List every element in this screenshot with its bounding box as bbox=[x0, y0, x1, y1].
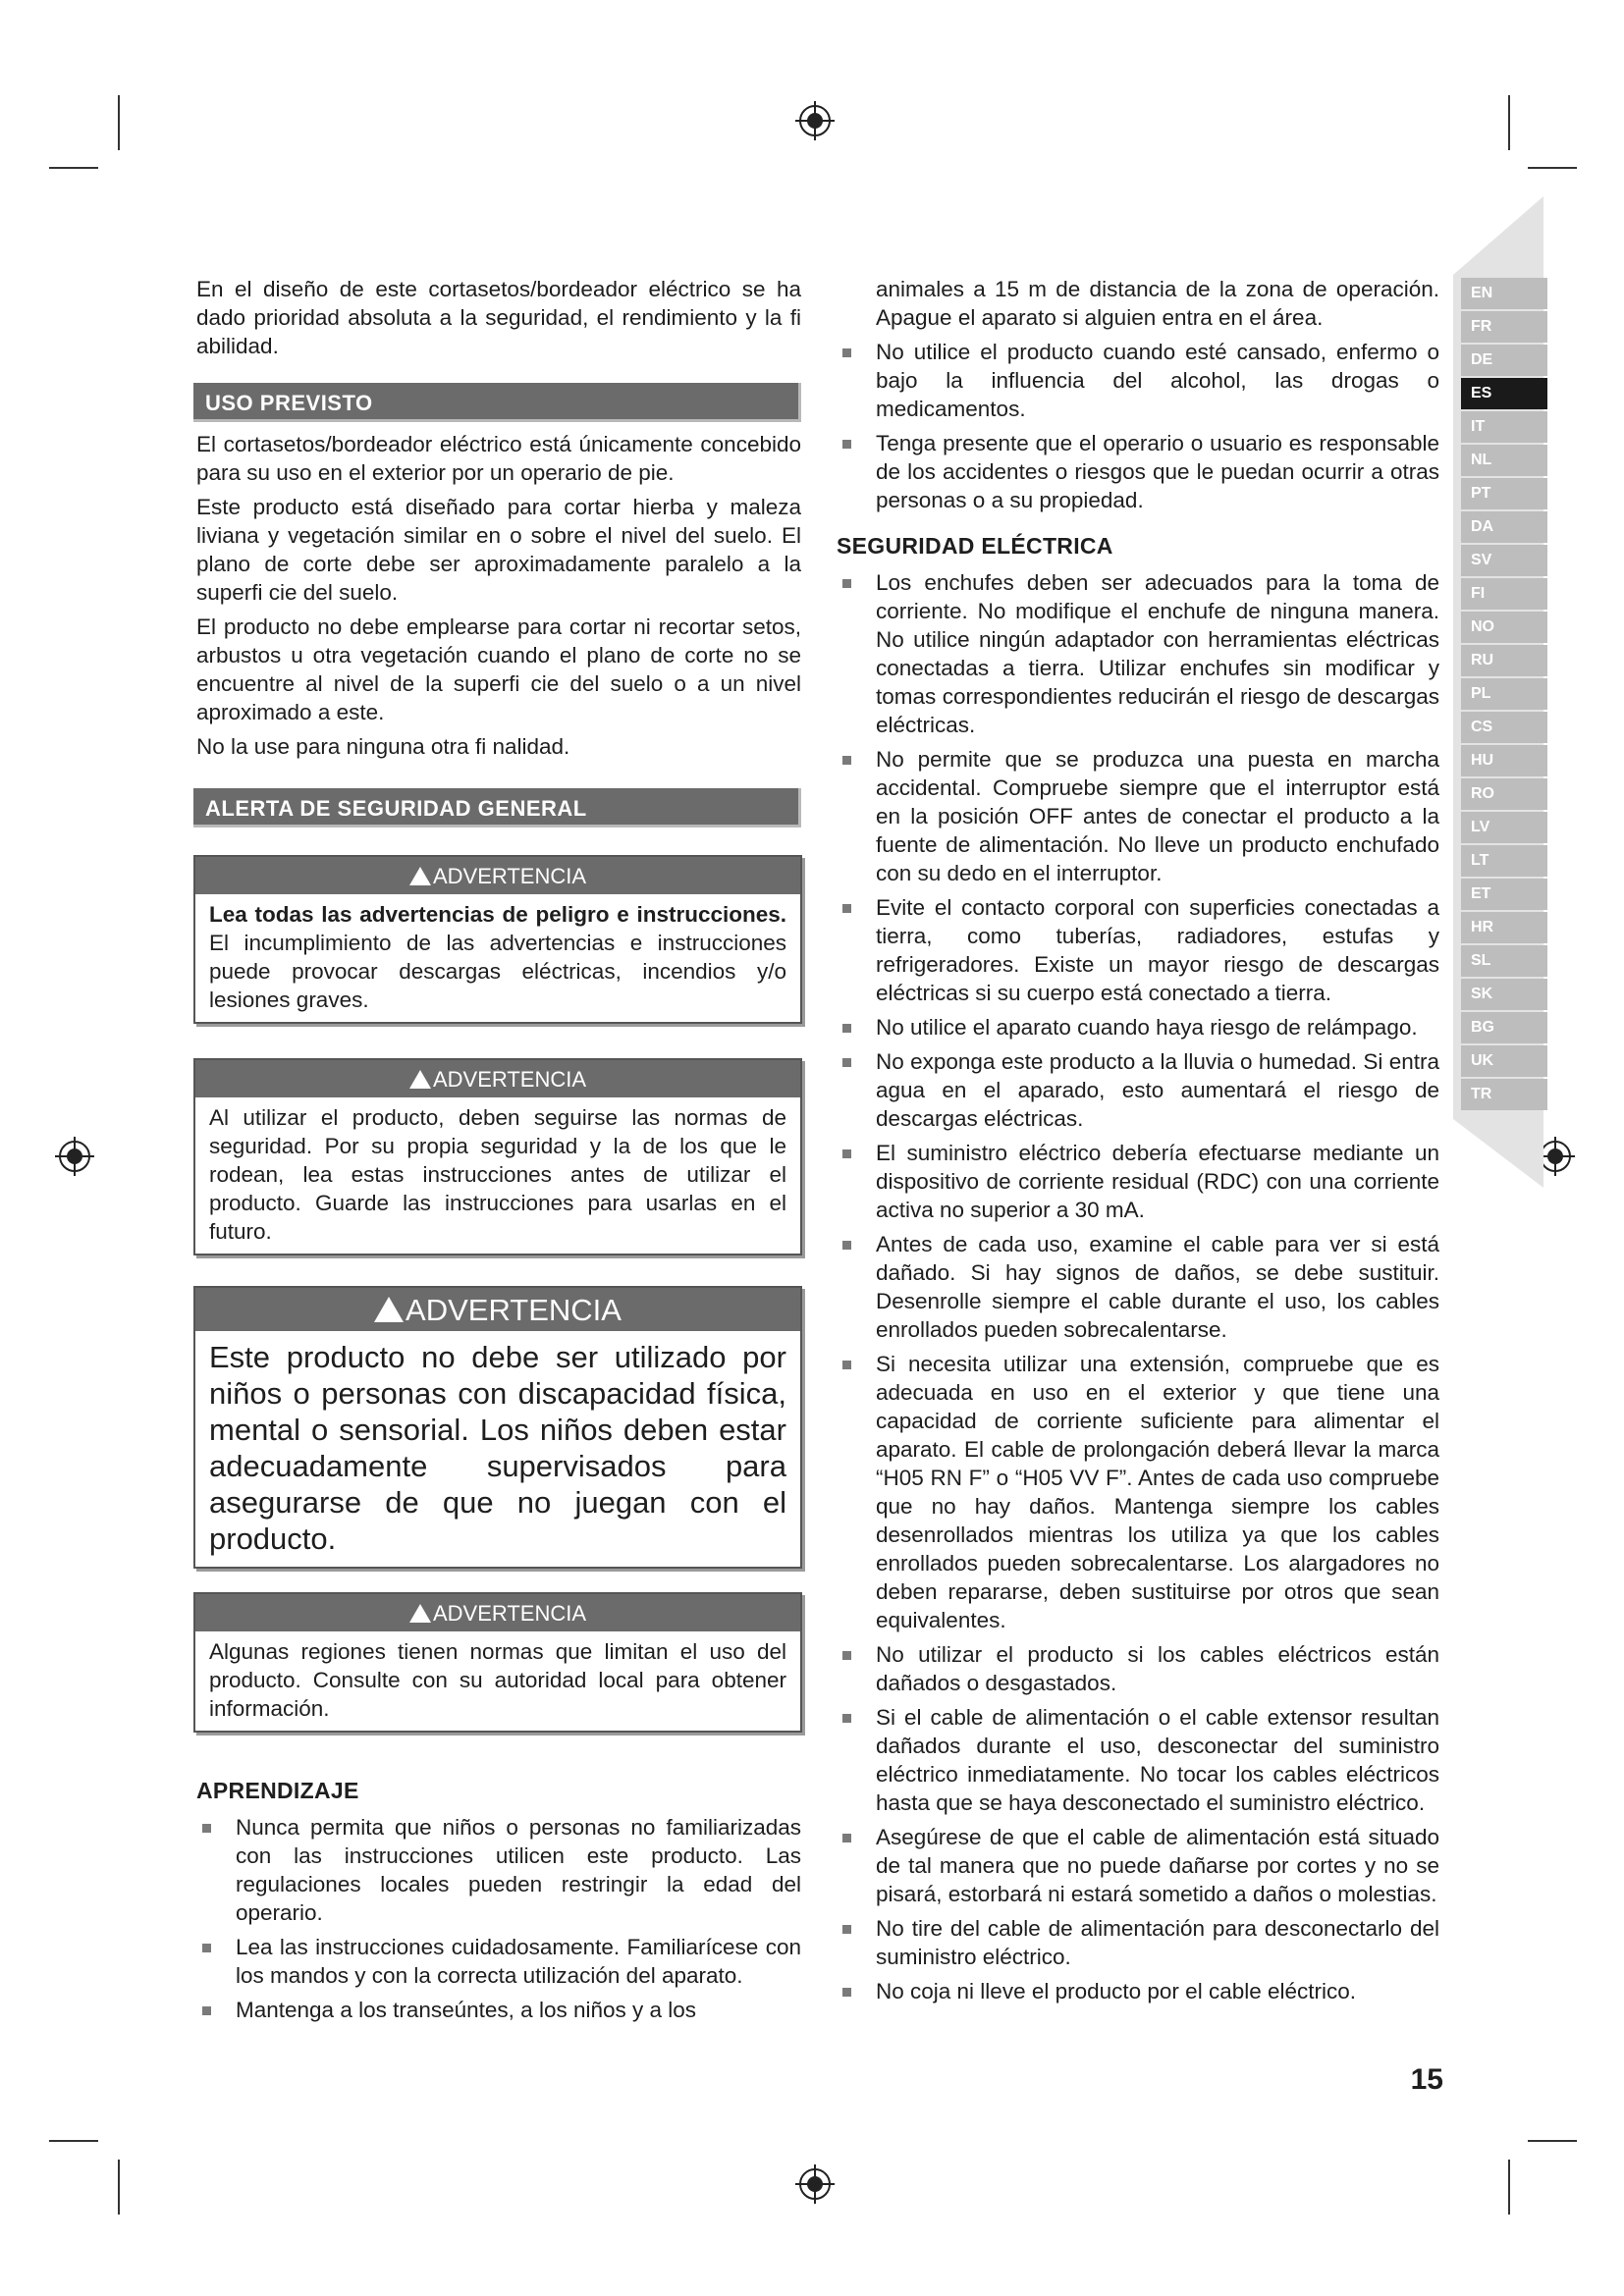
warning-title bbox=[195, 1594, 800, 1631]
crop-mark bbox=[118, 2160, 120, 2215]
warning-title bbox=[195, 1060, 800, 1097]
warning-box bbox=[193, 1058, 802, 1255]
warning-box-large bbox=[193, 1286, 802, 1569]
warning-text: El incumplimiento de las advertencias e instrucciones puede provocar descargas eléctricas, incendios y/o lesiones graves. bbox=[209, 931, 786, 1012]
paragraph: El producto no debe emplearse para cortar ni recortar setos, arbustos u otra vegetación cuando el plano de corte no se encuentre al nivel de la superfi cie del suelo o a un nivel aproximado a este. bbox=[196, 614, 801, 724]
crop-mark bbox=[118, 95, 120, 150]
warning-body: Este producto no debe ser utilizado por niños o personas con discapacidad física, mental o sensorial. Los niños deben estar adecuadamente supervisados para asegurarse de que no juegan con el producto. bbox=[209, 1340, 786, 1556]
warning-box bbox=[193, 855, 802, 1024]
intro-paragraph: En el diseño de este cortasetos/bordeador eléctrico se ha dado prioridad absoluta a la seguridad, el rendimiento y la fi abilidad. bbox=[196, 277, 801, 358]
crop-mark bbox=[1508, 2160, 1510, 2215]
section-heading-uso-previsto bbox=[193, 383, 801, 422]
warning-triangle-icon bbox=[374, 1297, 404, 1322]
language-tab[interactable]: RO bbox=[1461, 778, 1547, 810]
language-tab[interactable]: DA bbox=[1461, 511, 1547, 543]
list-item: Mantenga a los transeúntes, a los niños y a los bbox=[196, 1996, 801, 2024]
language-tab[interactable]: EN bbox=[1461, 278, 1547, 309]
language-tab[interactable]: SL bbox=[1461, 945, 1547, 977]
language-tab[interactable]: HU bbox=[1461, 745, 1547, 776]
registration-mark-icon bbox=[55, 1137, 94, 1176]
warning-triangle-icon bbox=[409, 867, 431, 885]
list-item: No coja ni lleve el producto por el cable eléctrico. bbox=[837, 1977, 1439, 2005]
section-heading-text: ALERTA DE SEGURIDAD GENERAL bbox=[205, 796, 587, 821]
warning-triangle-icon bbox=[409, 1604, 431, 1623]
list-item: No tire del cable de alimentación para desconectarlo del suministro eléctrico. bbox=[837, 1914, 1439, 1971]
registration-mark-icon bbox=[795, 101, 835, 140]
language-tab[interactable]: PT bbox=[1461, 478, 1547, 509]
warning-body bbox=[195, 894, 800, 1022]
language-tab[interactable]: NO bbox=[1461, 612, 1547, 643]
subsection-heading: APRENDIZAJE bbox=[196, 1778, 359, 1803]
bullet-list bbox=[837, 275, 1439, 514]
registration-mark-icon bbox=[795, 2164, 835, 2204]
language-tab[interactable]: FR bbox=[1461, 311, 1547, 343]
aprendizaje-section bbox=[196, 1777, 801, 2030]
language-tab[interactable]: CS bbox=[1461, 712, 1547, 743]
language-tab[interactable]: DE bbox=[1461, 345, 1547, 376]
list-item: Evite el contacto corporal con superficies conectadas a tierra, como tuberías, radiadores, estufas y refrigeradores. Existe un mayor riesgo de descargas eléctricas si su cuerpo está conectado a tierra. bbox=[837, 893, 1439, 1007]
list-item: No utilice el aparato cuando haya riesgo de relámpago. bbox=[837, 1013, 1439, 1041]
list-item: No permite que se produzca una puesta en marcha accidental. Compruebe siempre que el interruptor está en la posición OFF antes de conectar el producto a la fuente de alimentación. No lleve un producto enchufado con su dedo en el interruptor. bbox=[837, 745, 1439, 887]
left-column bbox=[196, 275, 801, 366]
bullet-list bbox=[837, 568, 1439, 2005]
list-item: No utilizar el producto si los cables eléctricos están dañados o desgastados. bbox=[837, 1640, 1439, 1697]
warning-title-text: ADVERTENCIA bbox=[432, 1067, 587, 1092]
language-tab[interactable]: SV bbox=[1461, 545, 1547, 576]
crop-mark bbox=[1508, 95, 1510, 150]
warning-title-text: ADVERTENCIA bbox=[432, 864, 587, 888]
section-heading-alerta bbox=[193, 788, 801, 828]
warning-triangle-icon bbox=[409, 1070, 431, 1089]
warning-title-text: ADVERTENCIA bbox=[432, 1601, 587, 1626]
crop-mark bbox=[1528, 167, 1577, 169]
warning-title bbox=[195, 1288, 800, 1331]
list-item: Nunca permita que niños o personas no familiarizadas con las instrucciones utilicen este producto. Las regulaciones locales pueden restringir la edad del operario. bbox=[196, 1813, 801, 1927]
page-number: 15 bbox=[1410, 2063, 1443, 2096]
language-tab[interactable]: SK bbox=[1461, 979, 1547, 1010]
language-tab[interactable]: ET bbox=[1461, 879, 1547, 910]
language-tab[interactable]: FI bbox=[1461, 578, 1547, 610]
warning-box bbox=[193, 1592, 802, 1733]
warning-body: Algunas regiones tienen normas que limitan el uso del producto. Consulte con su autoridad local para obtener información. bbox=[209, 1639, 786, 1721]
list-item: Antes de cada uso, examine el cable para ver si está dañado. Si hay signos de daños, se debe sustituir. Desenrolle siempre el cable durante el uso, los cables enrollados pueden sobrecalentarse. bbox=[837, 1230, 1439, 1344]
paragraph: El cortasetos/bordeador eléctrico está únicamente concebido para su uso en el exterior por un operario de pie. bbox=[196, 432, 801, 485]
list-item: Asegúrese de que el cable de alimentación está situado de tal manera que no puede dañarse por cortes y no se pisará, estorbará ni estará sometido a daños o molestias. bbox=[837, 1823, 1439, 1908]
crop-mark bbox=[1528, 2140, 1577, 2142]
warning-bold-text: Lea todas las advertencias de peligro e instrucciones. bbox=[209, 902, 786, 927]
language-tab[interactable]: NL bbox=[1461, 445, 1547, 476]
crop-mark bbox=[49, 2140, 98, 2142]
list-item: No exponga este producto a la lluvia o humedad. Si entra agua en el aparado, esto aumentará el riesgo de descargas eléctricas. bbox=[837, 1047, 1439, 1133]
list-item: No utilice el producto cuando esté cansado, enfermo o bajo la influencia del alcohol, las drogas o medicamentos. bbox=[837, 338, 1439, 423]
warning-title bbox=[195, 857, 800, 894]
subsection-heading: SEGURIDAD ELÉCTRICA bbox=[837, 533, 1113, 559]
language-tab-active[interactable]: ES bbox=[1461, 378, 1547, 409]
language-tab[interactable]: PL bbox=[1461, 678, 1547, 710]
language-tab[interactable]: UK bbox=[1461, 1045, 1547, 1077]
crop-mark bbox=[49, 167, 98, 169]
uso-previsto-body bbox=[196, 430, 801, 767]
language-tab[interactable]: TR bbox=[1461, 1079, 1547, 1110]
language-tab[interactable]: LV bbox=[1461, 812, 1547, 843]
language-tab[interactable]: LT bbox=[1461, 845, 1547, 877]
list-item-continued: animales a 15 m de distancia de la zona de operación. Apague el aparato si alguien entra en el área. bbox=[876, 277, 1439, 330]
bullet-list bbox=[196, 1813, 801, 2024]
section-heading-text: USO PREVISTO bbox=[205, 391, 373, 415]
paragraph: No la use para ninguna otra fi nalidad. bbox=[196, 734, 570, 759]
list-item: Si el cable de alimentación o el cable extensor resultan dañados durante el uso, desconectar del suministro eléctrico inmediatamente. No tocar los cables eléctricos hasta que se haya desconectado el suministro eléctrico. bbox=[837, 1703, 1439, 1817]
language-tab[interactable]: RU bbox=[1461, 645, 1547, 676]
list-item: Si necesita utilizar una extensión, compruebe que es adecuada en uso en el exterior y que tiene una capacidad de corriente suficiente para alimentar el aparato. El cable de prolongación deberá llevar la marca “H05 RN F” o “H05 VV F”. Antes de cada uso compruebe que no hay daños. Mantenga siempre los cables desenrollados mientras los utiliza ya que los cables enrollados pueden sobrecalentarse. Los alargadores no deben repararse, deben sustituirse por otros que sean equivalentes. bbox=[837, 1350, 1439, 1634]
list-item: El suministro eléctrico debería efectuarse mediante un dispositivo de corriente residual (RDC) con una corriente activa no superior a 30 mA. bbox=[837, 1139, 1439, 1224]
list-item: Los enchufes deben ser adecuados para la toma de corriente. No modifique el enchufe de ninguna manera. No utilice ningún adaptador con herramientas eléctricas conectadas a tierra. Utilizar enchufes sin modificar y tomas correspondientes reducirán el riesgo de descargas eléctricas. bbox=[837, 568, 1439, 739]
language-tab[interactable]: IT bbox=[1461, 411, 1547, 443]
list-item: Lea las instrucciones cuidadosamente. Familiarícese con los mandos y con la correcta utilización del aparato. bbox=[196, 1933, 801, 1990]
warning-title-text: ADVERTENCIA bbox=[406, 1293, 622, 1327]
list-item: Tenga presente que el operario o usuario es responsable de los accidentes o riesgos que le puedan ocurrir a otras personas o a su propiedad. bbox=[837, 429, 1439, 514]
language-tab[interactable]: HR bbox=[1461, 912, 1547, 943]
language-tabs bbox=[1461, 278, 1547, 1112]
language-tab[interactable]: BG bbox=[1461, 1012, 1547, 1043]
warning-body: Al utilizar el producto, deben seguirse las normas de seguridad. Por su propia seguridad y la de los que le rodean, lea estas instrucciones antes de utilizar el producto. Guarde las instrucciones para usarlas en el futuro. bbox=[209, 1105, 786, 1244]
paragraph: Este producto está diseñado para cortar hierba y maleza liviana y vegetación similar en o sobre el nivel del suelo. El plano de corte debe ser aproximadamente paralelo a la superfi cie del suelo. bbox=[196, 495, 801, 605]
right-column bbox=[837, 275, 1439, 2011]
